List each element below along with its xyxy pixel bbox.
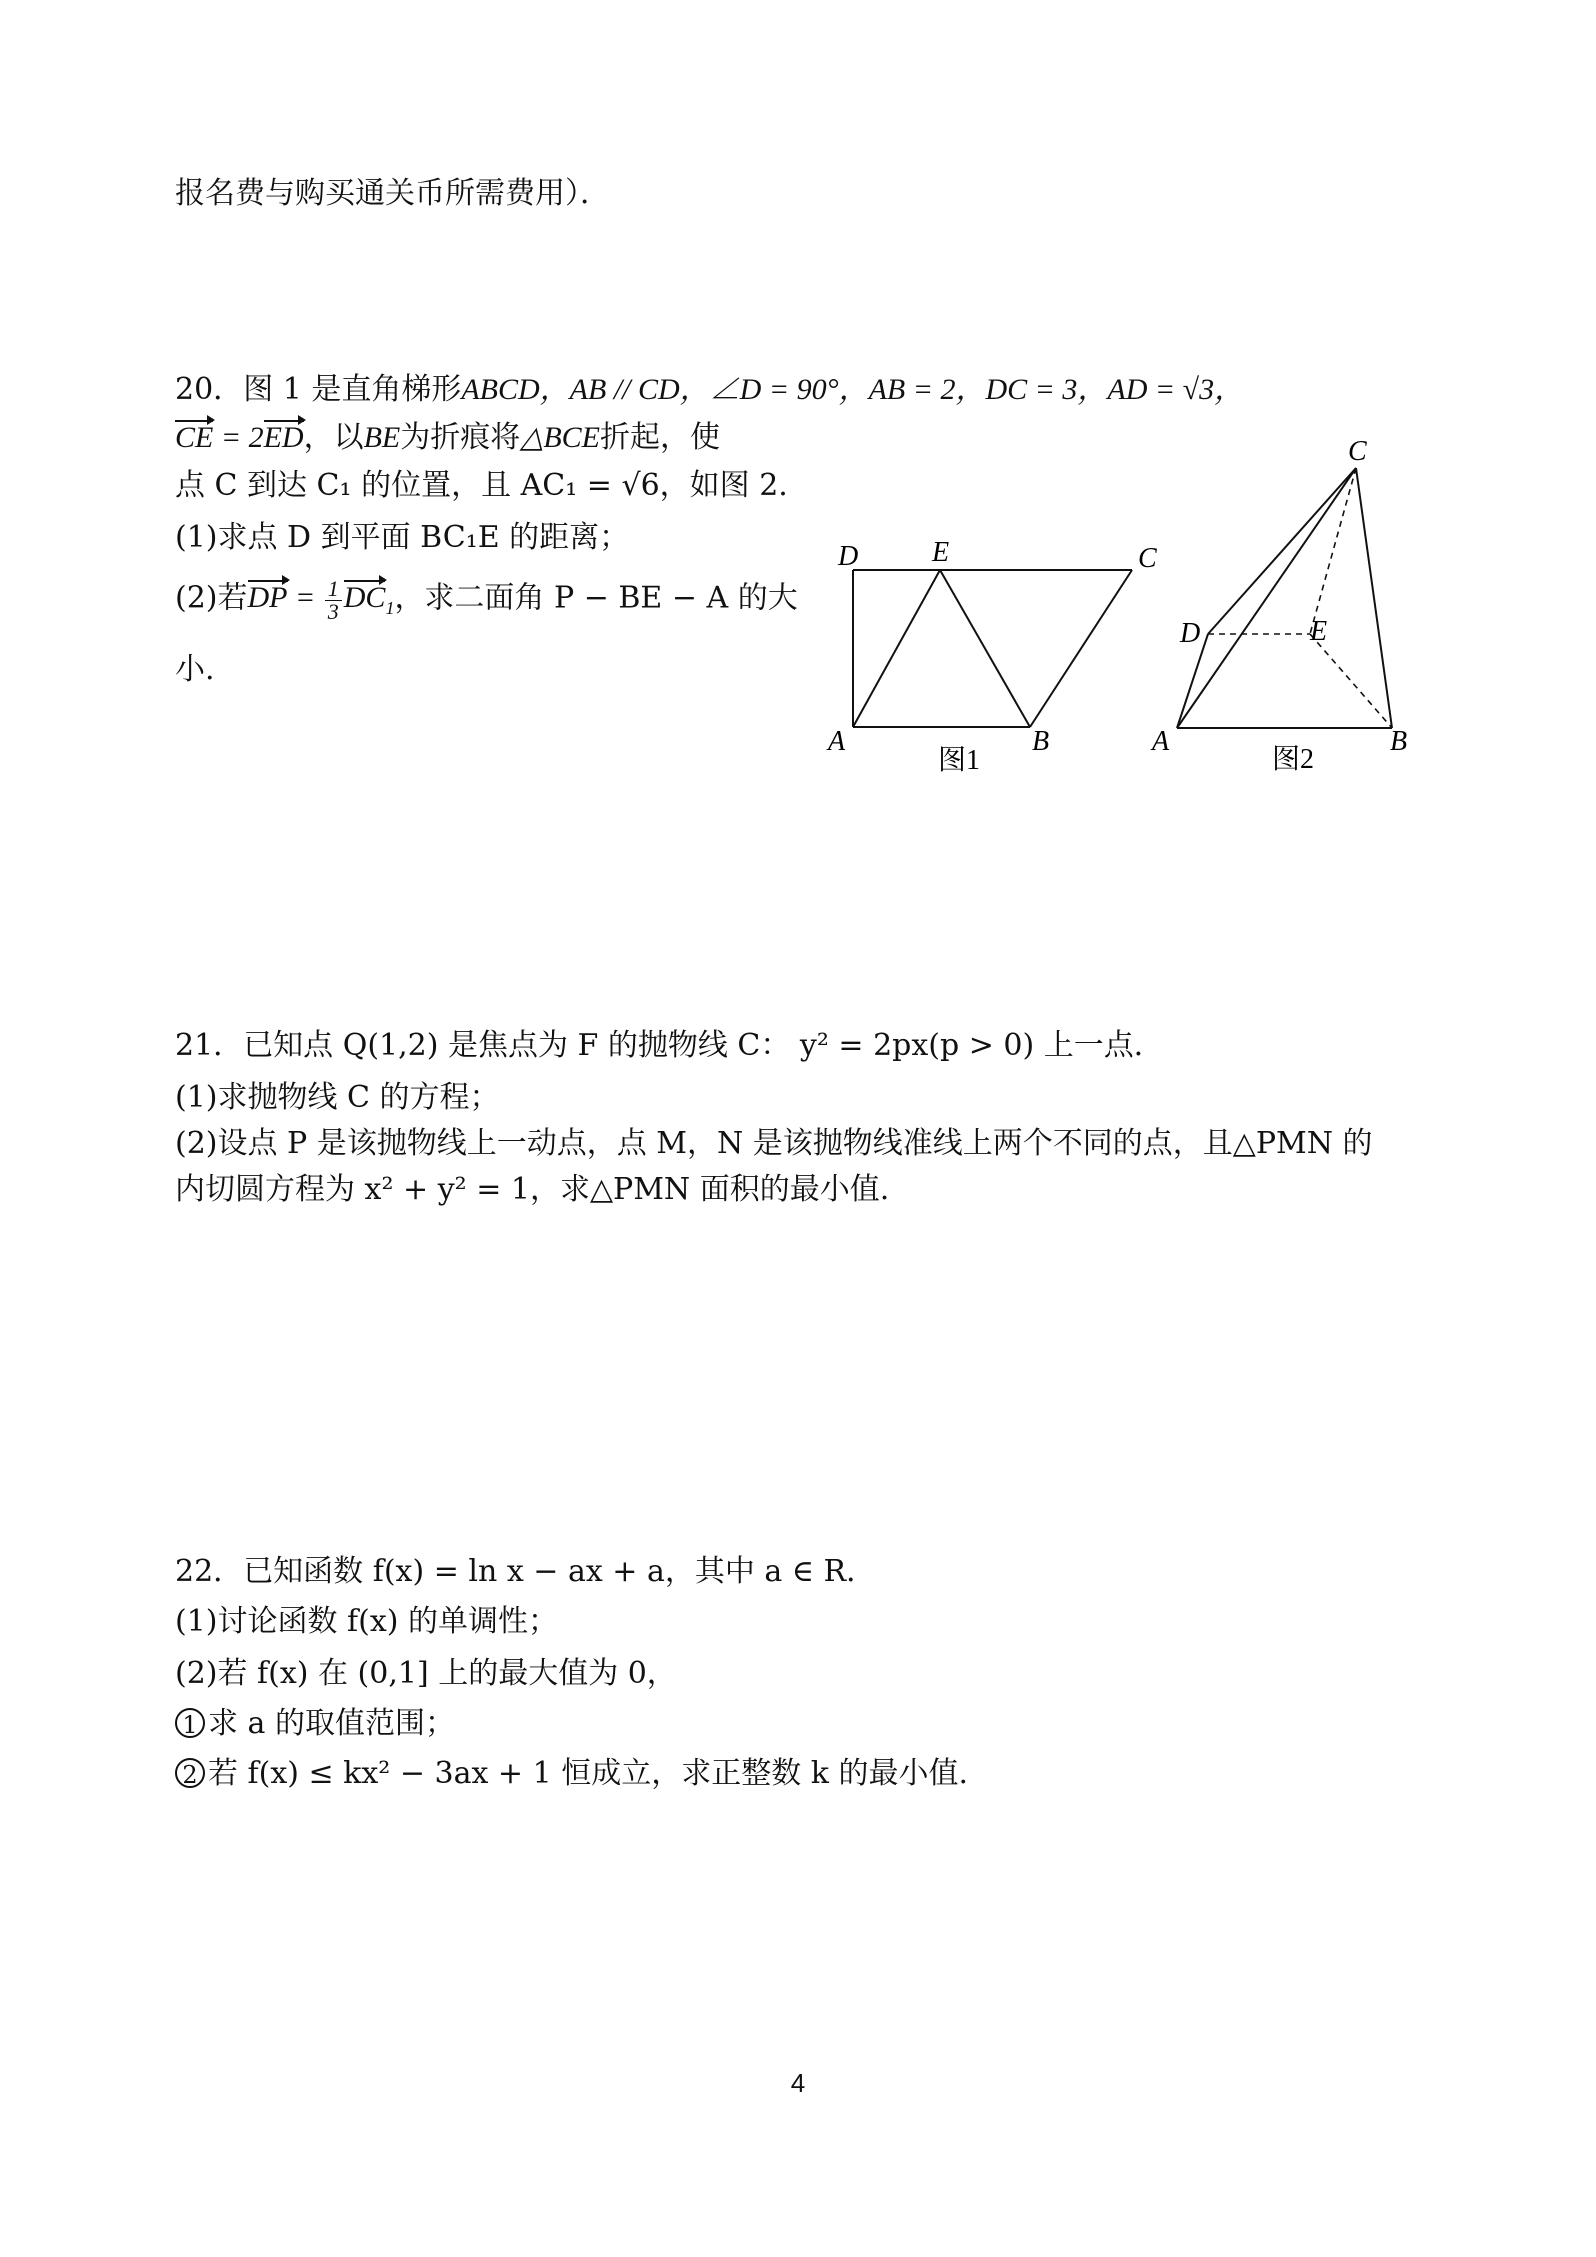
q22-line1	[175, 1552, 876, 1592]
fig2-label-e: E	[1310, 616, 1328, 647]
fig2-label-c: C	[1348, 436, 1367, 467]
figure-2	[1140, 430, 1440, 775]
q20-part2-pre: (2)若	[175, 580, 248, 616]
q21-part2-line2: 内切圆方程为 x² + y² = 1，求△PMN 面积的最小值.	[175, 1172, 890, 1207]
q20-line3: 点 C 到达 C₁ 的位置，且 AC₁ = √6，如图 2.	[175, 468, 788, 503]
q21-part2-line1: (2)设点 P 是该抛物线上一动点，点 M，N 是该抛物线准线上两个不同的点，且△PMN 的	[175, 1126, 1373, 1161]
q20-line1	[175, 370, 1244, 410]
q20-triangle: △BCE	[520, 421, 600, 454]
q22-part1: (1)讨论函数 f(x) 的单调性；	[175, 1604, 558, 1639]
fig1-label-e: E	[932, 537, 950, 568]
q20-line2	[175, 418, 720, 458]
fig1-label-a: A	[828, 726, 846, 757]
q20-line2-mid: 为折痕将	[400, 420, 521, 455]
fig2-label-a: A	[1152, 726, 1170, 757]
q20-part2-tail: 小.	[175, 652, 215, 687]
fig1-label-c: C	[1138, 543, 1157, 574]
fig1-caption: 图1	[938, 745, 981, 776]
q22-sub1-text: 求 a 的取值范围；	[208, 1706, 455, 1741]
q21-part1: (1)求抛物线 C 的方程；	[175, 1080, 500, 1115]
circled-2-marker: 2	[175, 1758, 205, 1788]
fig2-label-b: B	[1390, 726, 1408, 757]
q20-intro: 图 1 是直角梯形	[243, 372, 462, 407]
q20-line2-post: 折起，使	[599, 420, 720, 455]
q22-part2: (2)若 f(x) 在 (0,1] 上的最大值为 0，	[175, 1656, 677, 1691]
q22-sub2-text: 若 f(x) ≤ kx² − 3ax + 1 恒成立，求正整数 k 的最小值.	[208, 1756, 969, 1791]
circled-1-marker: 1	[175, 1708, 205, 1738]
q21-line1	[175, 1026, 1164, 1066]
q20-number: 20．	[175, 372, 244, 407]
top-fragment: 报名费与购买通关币所需费用）．	[175, 176, 610, 211]
page-number: 4	[790, 2068, 806, 2098]
q22-number: 22．	[175, 1554, 244, 1589]
q20-part2	[175, 578, 798, 628]
fig2-label-d: D	[1180, 618, 1201, 649]
q21-number: 21．	[175, 1028, 244, 1063]
dp-equation: DP = $\frac{1}{3}$ $DC_1$	[247, 576, 395, 624]
q20-part2-post: ，求二面角 P − BE − A 的大	[394, 580, 798, 616]
fig2-caption: 图2	[1272, 744, 1315, 775]
q22-sub2	[175, 1754, 968, 1794]
vector-ce-equation: CE = 2ED	[175, 421, 304, 454]
fig1-label-b: B	[1032, 726, 1050, 757]
q22-sub1	[175, 1704, 455, 1744]
q20-line2-pre: ，以	[303, 420, 364, 455]
figure-1	[820, 535, 1180, 785]
q21-text: 已知点 Q(1,2) 是焦点为 F 的抛物线 C： y² = 2px(p > 0) 上一点．	[243, 1028, 1164, 1063]
q20-part1: (1)求点 D 到平面 BC₁E 的距离；	[175, 520, 630, 555]
fig1-label-d: D	[838, 541, 859, 572]
q20-be: BE	[363, 421, 401, 454]
q20-conditions: ABCD，AB // CD，∠D = 90°，AB = 2，DC = 3，AD = √3，	[461, 373, 1245, 406]
q22-text: 已知函数 f(x) = ln x − ax + a，其中 a ∈ R．	[243, 1554, 877, 1589]
